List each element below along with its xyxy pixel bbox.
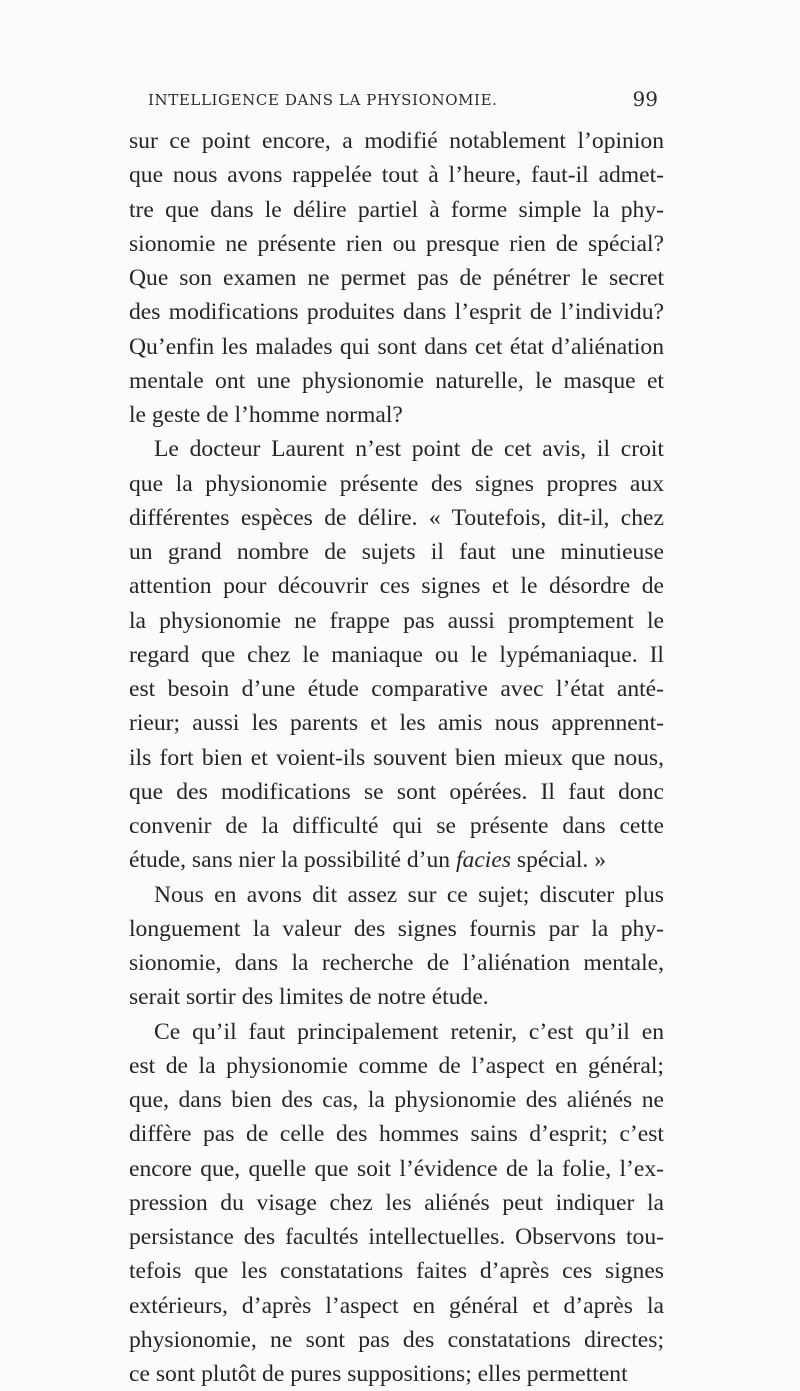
text-line: que, dans bien des cas, la physionomie des aliénés ne: [129, 1087, 664, 1113]
text-run: spécial. »: [511, 847, 607, 874]
text-line: encore que, quelle que soit l’évidence de la folie, l’ex-: [129, 1155, 664, 1182]
text-line: des modifications produites dans l’esprit de l’individu?: [129, 299, 664, 326]
body-text: [129, 124, 664, 1391]
text-line: [129, 843, 664, 877]
text-line: pression du visage chez les aliénés peut indiquer la: [129, 1189, 664, 1216]
italic-term: facies: [455, 847, 512, 874]
text-line: Le docteur Laurent n’est point de cet avis, il croit: [154, 436, 664, 463]
text-line: rieur; aussi les parents et les amis nous apprennent-: [129, 710, 664, 737]
text-line: sionomie, dans la recherche de l’aliénation mentale,: [129, 950, 664, 976]
text-line: est de la physionomie comme de l’aspect en général;: [129, 1052, 664, 1079]
text-line: que la physionomie présente des signes propres aux: [129, 470, 664, 497]
text-line: extérieurs, d’après l’aspect en général et d’après la: [129, 1292, 664, 1319]
text-line: un grand nombre de sujets il faut une minutieuse: [129, 539, 664, 565]
text-line: Ce qu’il faut principalement retenir, c’est qu’il en: [154, 1018, 664, 1045]
text-line: serait sortir des limites de notre étude.: [129, 984, 489, 1011]
text-line: convenir de la difficulté qui se présente dans cette: [129, 813, 664, 839]
text-line: que des modifications se sont opérées. Il faut donc: [129, 778, 664, 805]
text-line: le geste de l’homme normal?: [129, 402, 403, 428]
text-line: Que son examen ne permet pas de pénétrer le secret: [129, 265, 664, 291]
text-line: longuement la valeur des signes fournis par la phy-: [129, 915, 664, 942]
text-line: tefois que les constatations faites d’après ces signes: [129, 1258, 664, 1285]
text-line: est besoin d’une étude comparative avec l’état anté-: [129, 676, 664, 702]
page-number: 99: [632, 87, 658, 111]
text-line: mentale ont une physionomie naturelle, le masque et: [129, 367, 664, 394]
text-line: ce sont plutôt de pures suppositions; elles permettent: [129, 1361, 628, 1387]
text-line: Qu’enfin les malades qui sont dans cet état d’aliénation: [129, 333, 664, 360]
text-line: sionomie ne présente rien ou presque rien de spécial?: [129, 230, 664, 257]
page-header: [148, 87, 658, 111]
text-line: la physionomie ne frappe pas aussi promptement le: [129, 607, 664, 634]
text-line: que nous avons rappelée tout à l’heure, faut-il admet-: [129, 162, 664, 189]
text-line: tre que dans le délire partiel à forme simple la phy-: [129, 196, 664, 223]
running-title: INTELLIGENCE DANS LA PHYSIONOMIE.: [148, 91, 498, 109]
text-line: physionomie, ne sont pas des constatations directes;: [129, 1326, 664, 1353]
text-line: différentes espèces de délire. « Toutefois, dit-il, chez: [129, 504, 664, 531]
text-run: étude, sans nier la possibilité d’un: [129, 847, 456, 874]
text-line: regard que chez le maniaque ou le lypémaniaque. Il: [129, 641, 664, 668]
text-line: ils fort bien et voient-ils souvent bien mieux que nous,: [129, 744, 664, 771]
text-line: sur ce point encore, a modifié notablement l’opinion: [129, 128, 664, 154]
text-line: Nous en avons dit assez sur ce sujet; discuter plus: [154, 881, 664, 908]
text-line: persistance des facultés intellectuelles. Observons tou-: [129, 1224, 664, 1250]
text-line: diffère pas de celle des hommes sains d’esprit; c’est: [129, 1121, 664, 1148]
text-line: attention pour découvrir ces signes et le désordre de: [129, 573, 664, 600]
